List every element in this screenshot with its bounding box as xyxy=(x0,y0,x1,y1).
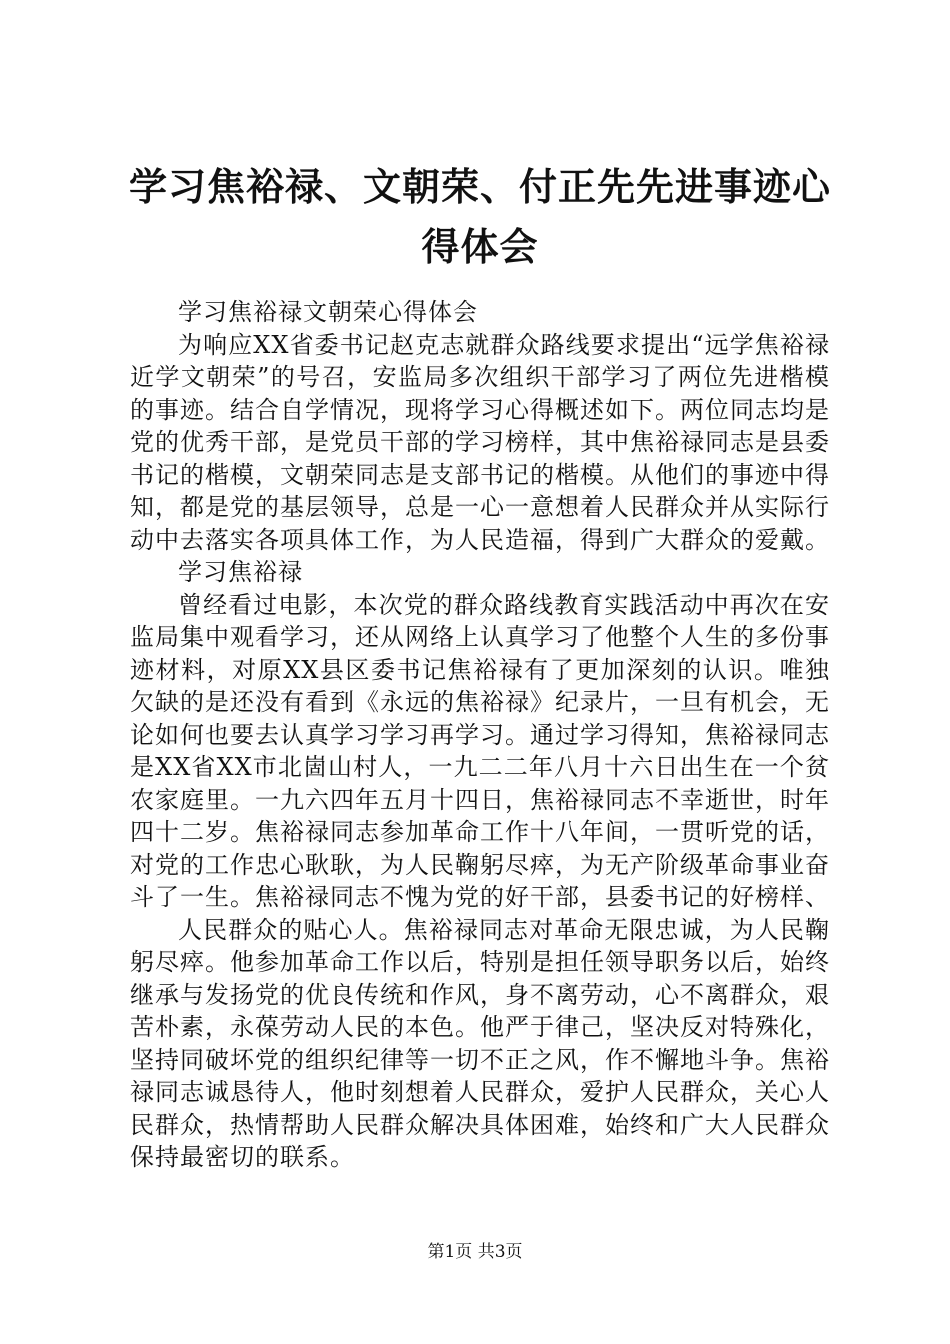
page-number-footer: 第1页 共3页 xyxy=(427,1242,523,1262)
paragraph-section-heading: 学习焦裕禄 xyxy=(178,558,303,586)
paragraph-virtues: 人民群众的贴心人。焦裕禄同志对革命无限忠诚，为人民鞠躬尽瘁。他参加革命工作以后，特别是担任领导职务以后，始终继承与发扬党的优良传统和作风，身不离劳动，心不离群众，艰苦朴素，永葆劳动人民的本色。他严于律己，坚决反对特殊化，坚持同破坏党的组织纪律等一切不正之风，作不懈地斗争。焦裕禄同志诚恳待人，他时刻想着人民群众，爱护人民群众，关心人民群众，热情帮助人民群众解决具体困难，始终和广大人民群众保持最密切的联系。 xyxy=(130,915,830,1171)
paragraph-biography: 曾经看过电影，本次党的群众路线教育实践活动中再次在安监局集中观看学习，还从网络上认真学习了他整个人生的多份事迹材料，对原XX县区委书记焦裕禄有了更加深刻的认识。唯独欠缺的是还没有看到《永远的焦裕禄》纪录片，一旦有机会，无论如何也要去认真学习学习再学习。通过学习得知，焦裕禄同志是XX省XX市北崮山村人，一九二二年八月十六日出生在一个贫农家庭里。一九六四年五月十四日，焦裕禄同志不幸逝世，时年四十二岁。焦裕禄同志参加革命工作十八年间，一贯听党的话，对党的工作忠心耿耿，为人民鞠躬尽瘁，为无产阶级革命事业奋斗了一生。焦裕禄同志不愧为党的好干部，县委书记的好榜样、 xyxy=(130,590,830,911)
paragraph-subtitle: 学习焦裕禄文朝荣心得体会 xyxy=(178,298,478,326)
paragraph-intro: 为响应XX省委书记赵克志就群众路线要求提出“远学焦裕禄近学文朝荣”的号召，安监局多次组织干部学习了两位先进楷模的事迹。结合自学情况，现将学习心得概述如下。两位同志均是党的优秀干部，是党员干部的学习榜样，其中焦裕禄同志是县委书记的楷模，文朝荣同志是支部书记的楷模。从他们的事迹中得知，都是党的基层领导，总是一心一意想着人民群众并从实际行动中去落实各项具体工作，为人民造福，得到广大群众的爱戴。 xyxy=(130,330,830,554)
document-title: 学习焦裕禄、文朝荣、付正先先进事迹心得体会 xyxy=(128,165,831,269)
document-body xyxy=(130,296,830,1174)
